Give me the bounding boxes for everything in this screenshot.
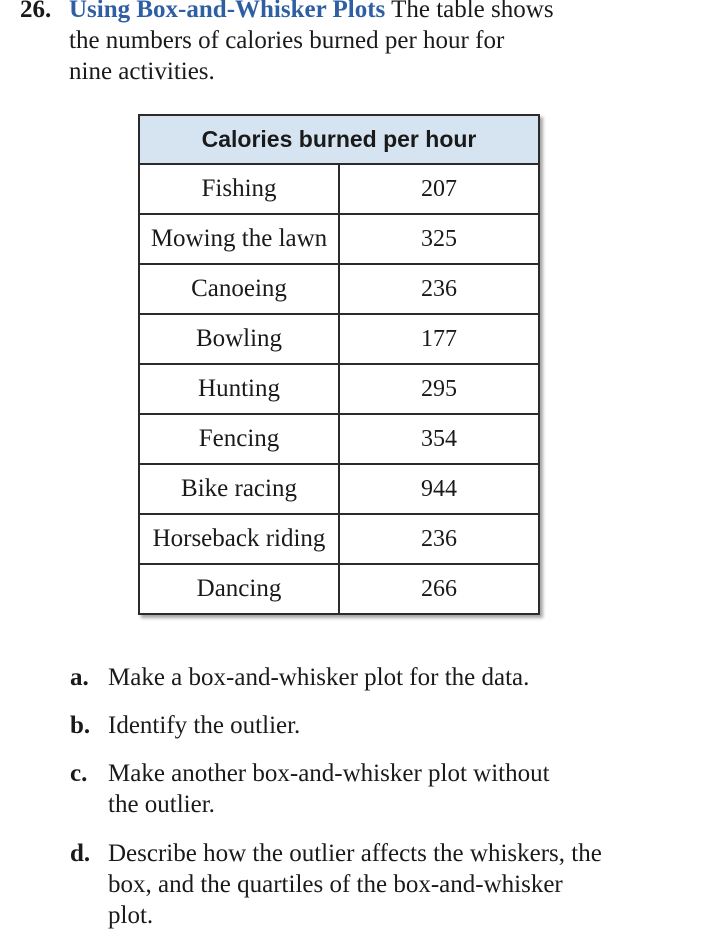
calories-table <box>138 114 540 615</box>
question-letter: c. <box>70 760 88 787</box>
question-a <box>70 662 529 693</box>
problem-title: Using Box-and-Whisker Plots <box>69 0 386 23</box>
activity-cell: Canoeing <box>139 264 339 314</box>
table-row <box>139 314 539 364</box>
calories-cell: 207 <box>339 164 539 214</box>
activity-cell: Horseback riding <box>139 514 339 564</box>
calories-cell: 944 <box>339 464 539 514</box>
table-row <box>139 264 539 314</box>
table-row <box>139 414 539 464</box>
activity-cell: Bike racing <box>139 464 339 514</box>
table-row <box>139 364 539 414</box>
question-letter: b. <box>70 712 91 739</box>
question-text: box, and the quartiles of the box-and-whisker <box>108 871 563 898</box>
calories-cell: 236 <box>339 264 539 314</box>
calories-cell: 325 <box>339 214 539 264</box>
problem-number: 26. <box>20 0 52 23</box>
problem-intro-line2: the numbers of calories burned per hour for <box>69 27 505 54</box>
calories-cell: 177 <box>339 314 539 364</box>
question-c <box>70 758 550 820</box>
table-row <box>139 564 539 614</box>
table-header: Calories burned per hour <box>139 115 539 164</box>
question-d <box>70 838 602 931</box>
table-row <box>139 514 539 564</box>
calories-cell: 354 <box>339 414 539 464</box>
activity-cell: Fencing <box>139 414 339 464</box>
question-letter: a. <box>70 664 89 691</box>
table-row <box>139 214 539 264</box>
table-row <box>139 164 539 214</box>
question-text: the outlier. <box>108 791 215 818</box>
activity-cell: Dancing <box>139 564 339 614</box>
question-b <box>70 710 300 741</box>
activity-cell: Hunting <box>139 364 339 414</box>
question-text: Describe how the outlier affects the whiskers, the <box>108 840 602 867</box>
calories-cell: 266 <box>339 564 539 614</box>
question-text: Identify the outlier. <box>108 712 301 739</box>
question-letter: d. <box>70 840 91 867</box>
question-text: Make a box-and-whisker plot for the data. <box>108 664 530 691</box>
problem-statement <box>20 0 620 87</box>
problem-intro-line1: The table shows <box>391 0 554 23</box>
activity-cell: Fishing <box>139 164 339 214</box>
question-text: plot. <box>108 902 154 929</box>
activity-cell: Bowling <box>139 314 339 364</box>
calories-cell: 295 <box>339 364 539 414</box>
question-text: Make another box-and-whisker plot without <box>108 760 550 787</box>
table-row <box>139 464 539 514</box>
activity-cell: Mowing the lawn <box>139 214 339 264</box>
problem-intro-line3: nine activities. <box>69 58 215 85</box>
calories-cell: 236 <box>339 514 539 564</box>
